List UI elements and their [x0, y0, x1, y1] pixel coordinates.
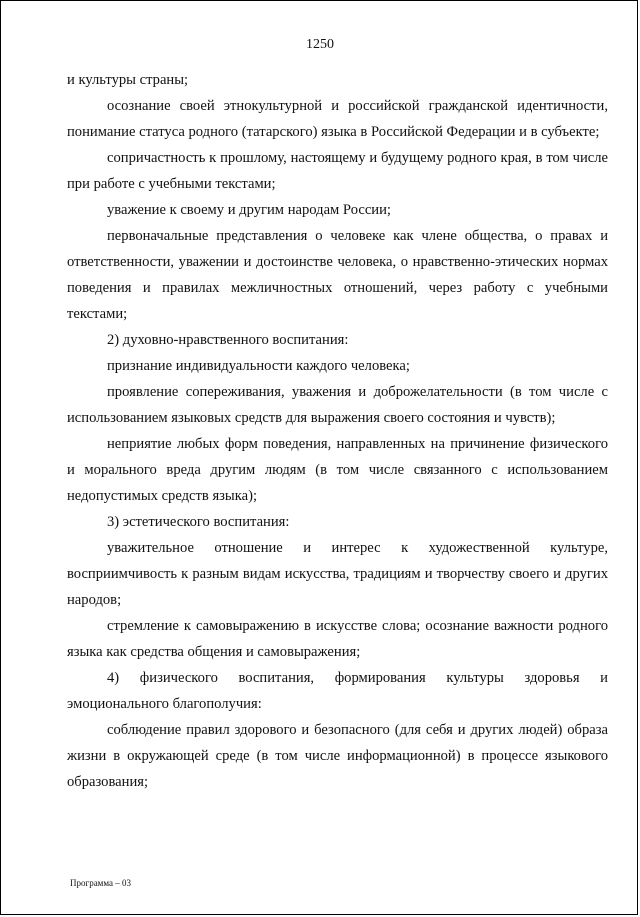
paragraph-12: стремление к самовыражению в искусстве слова; осознание важности родного языка как средства общения и самовыражения;	[67, 618, 608, 660]
paragraph-11: уважительное отношение и интерес к художественной культуре, восприимчивость к разным видам искусства, традициям и творчеству своего и других народов;	[67, 540, 608, 608]
paragraph-7: признание индивидуальности каждого человека;	[107, 358, 410, 374]
paragraph-13-heading: 4) физического воспитания, формирования культуры здоровья и эмоционального благополучия:	[67, 670, 608, 712]
paragraph-10-heading: 3) эстетического воспитания:	[107, 514, 290, 530]
paragraph-5: первоначальные представления о человеке как члене общества, о правах и ответственности, уважении и достоинстве человека, о нравственно-этических нормах поведения и правилах межличностных отношений, через работу с учебными текстами;	[67, 228, 608, 322]
paragraph-6-heading: 2) духовно-нравственного воспитания:	[107, 332, 349, 348]
page-number: 1250	[306, 37, 334, 52]
paragraph-3: сопричастность к прошлому, настоящему и будущему родного края, в том числе при работе с учебными текстами;	[67, 150, 608, 192]
document-body	[67, 67, 608, 795]
paragraph-2: осознание своей этнокультурной и российской гражданской идентичности, понимание статуса родного (татарского) языка в Российской Федерации и в субъекте;	[67, 98, 608, 140]
paragraph-8: проявление сопереживания, уважения и доброжелательности (в том числе с использованием языковых средств для выражения своего состояния и чувств);	[67, 384, 608, 426]
paragraph-14: соблюдение правил здорового и безопасного (для себя и других людей) образа жизни в окружающей среде (в том числе информационной) в процессе языкового образования;	[67, 722, 608, 790]
paragraph-4: уважение к своему и другим народам России;	[107, 202, 391, 218]
footer-label: Программа – 03	[70, 878, 132, 888]
paragraph-1: и культуры страны;	[67, 72, 189, 88]
paragraph-9: неприятие любых форм поведения, направленных на причинение физического и морального вреда другим людям (в том числе связанного с использованием недопустимых средств языка);	[67, 436, 608, 504]
